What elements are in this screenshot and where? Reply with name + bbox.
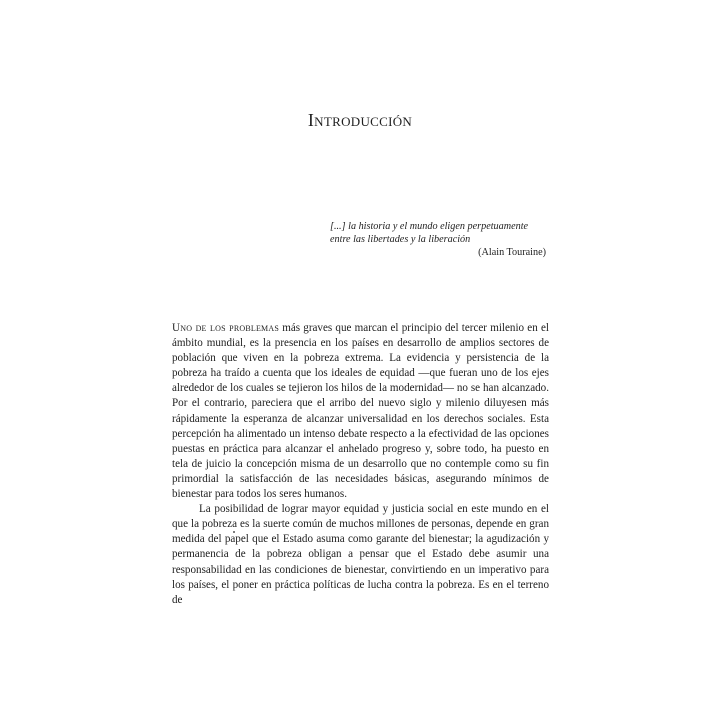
paragraph-2 (172, 502, 549, 608)
paragraph-1-text: más graves que marcan el principio del tercer milenio en el ámbito mundial, es la presencia en los países en desarrollo de amplios sectores de población que viven en la pobreza extrema. La evidencia y persistencia de la pobreza ha traído a cuenta que los ideales de equidad —que fueran uno de los ejes alrededor de los cuales se tejieron los hilos de la modernidad— no se han alcanzado. Por el contrario, pareciera que el arribo del nuevo siglo y milenio diluyesen más rápidamente la esperanza de alcanzar universalidad en los derechos sociales. Esta percepción ha alimentado un intenso debate respecto a la efectividad de las opciones puestas en práctica para alcanzar el anhelado progreso y, sobre todo, ha puesto en tela de juicio la concepción misma de un desarrollo que no contemple como su fin primordial la satisfacción de las necesidades básicas, asegurando mínimos de bienestar para todos los seres humanos. (172, 322, 549, 501)
print-speck (233, 531, 235, 533)
epigraph (330, 220, 560, 259)
epigraph-quote-line-2: entre las libertades y la liberación (330, 234, 471, 245)
epigraph-attribution: (Alain Touraine) (478, 247, 546, 258)
paragraph-1 (172, 321, 549, 502)
paragraph-lead-in: Uno de los problemas (172, 322, 279, 334)
paragraph-2-text: La posibilidad de lograr mayor equidad y justicia social en este mundo en el que la pobreza es la suerte común de muchos millones de personas, depende en gran medida del papel que el Estado asuma como garante del bienestar; la agudización y permanencia de la pobreza obligan a pensar que el Estado debe asumir una responsabilidad en las condiciones de bienestar, convirtiendo en un imperativo para los países, el poner en práctica políticas de lucha contra la pobreza. Es en el terreno de (172, 503, 549, 606)
chapter-title: Introducción (307, 110, 413, 130)
body-text (172, 321, 549, 608)
epigraph-quote-line-1: [...] la historia y el mundo eligen perpetuamente (330, 221, 529, 232)
